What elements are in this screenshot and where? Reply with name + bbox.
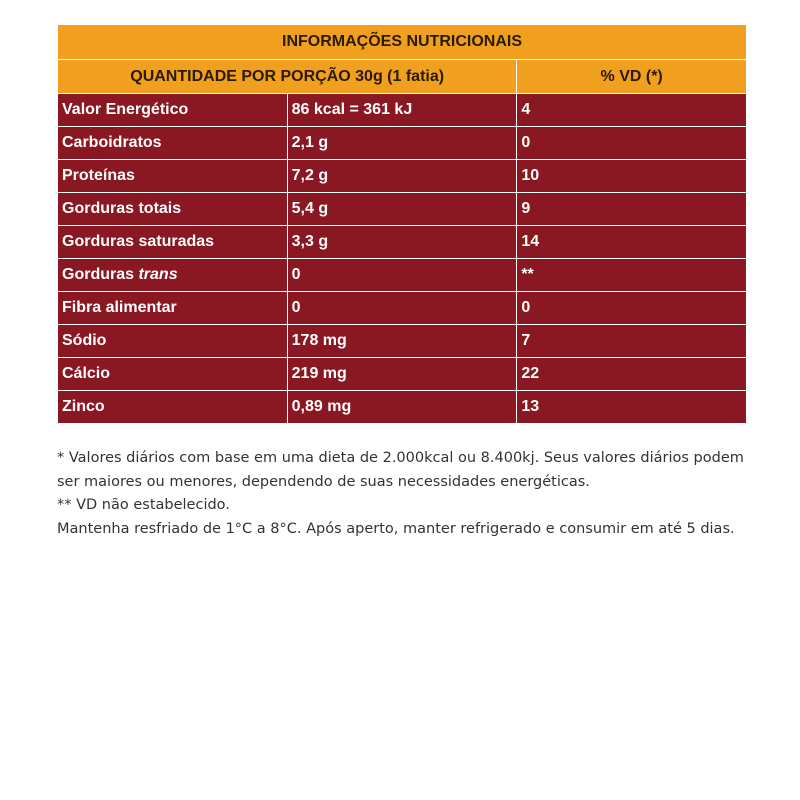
nutrient-name: Sódio — [58, 325, 288, 358]
nutrient-amount: 0 — [287, 259, 517, 292]
table-row — [58, 325, 747, 358]
nutrient-name-italic: trans — [138, 266, 178, 283]
nutrient-name: Cálcio — [58, 358, 288, 391]
nutrient-daily-value: 4 — [517, 94, 747, 127]
table-row — [58, 259, 747, 292]
table-title: INFORMAÇÕES NUTRICIONAIS — [58, 25, 747, 60]
nutrient-daily-value: 9 — [517, 193, 747, 226]
nutrient-daily-value: 13 — [517, 391, 747, 424]
table-row — [58, 127, 747, 160]
footnotes — [57, 447, 757, 541]
table-row — [58, 160, 747, 193]
table-row — [58, 391, 747, 424]
storage-instructions: Mantenha resfriado de 1°C a 8°C. Após aperto, manter refrigerado e consumir em até 5 dias. — [57, 520, 735, 537]
nutrient-name: Proteínas — [58, 160, 288, 193]
table-row — [58, 193, 747, 226]
nutrient-name: Gorduras totais — [58, 193, 288, 226]
nutrient-amount: 7,2 g — [287, 160, 517, 193]
nutrition-table — [57, 24, 747, 424]
nutrient-name-prefix: Gorduras — [62, 266, 139, 283]
nutrient-name — [58, 259, 288, 292]
nutrient-daily-value: 7 — [517, 325, 747, 358]
nutrient-name: Carboidratos — [58, 127, 288, 160]
nutrient-name: Fibra alimentar — [58, 292, 288, 325]
nutrient-amount: 0,89 mg — [287, 391, 517, 424]
vd-not-established-footnote: ** VD não estabelecido. — [57, 497, 230, 513]
nutrient-daily-value: 22 — [517, 358, 747, 391]
nutrient-daily-value: 0 — [517, 292, 747, 325]
nutrient-amount: 2,1 g — [287, 127, 517, 160]
daily-values-footnote: * Valores diários com base em uma dieta de 2.000kcal ou 8.400kj. Seus valores diários podem ser maiores ou menores, dependendo de suas necessidades energéticas. — [57, 450, 744, 490]
table-header-row — [58, 60, 747, 94]
nutrient-daily-value: ** — [517, 259, 747, 292]
table-row — [58, 358, 747, 391]
nutrient-daily-value: 0 — [517, 127, 747, 160]
nutrient-daily-value: 14 — [517, 226, 747, 259]
table-row — [58, 292, 747, 325]
daily-value-header: % VD (*) — [517, 60, 747, 94]
nutrient-daily-value: 10 — [517, 160, 747, 193]
table-row — [58, 94, 747, 127]
nutrient-amount: 5,4 g — [287, 193, 517, 226]
nutrient-amount: 0 — [287, 292, 517, 325]
nutrient-name: Gorduras saturadas — [58, 226, 288, 259]
nutrient-amount: 3,3 g — [287, 226, 517, 259]
nutrition-facts-panel — [57, 24, 747, 424]
nutrient-amount: 178 mg — [287, 325, 517, 358]
nutrient-name: Zinco — [58, 391, 288, 424]
serving-size-header: QUANTIDADE POR PORÇÃO 30g (1 fatia) — [58, 60, 517, 94]
nutrient-amount: 219 mg — [287, 358, 517, 391]
table-title-row — [58, 25, 747, 60]
nutrient-name: Valor Energético — [58, 94, 288, 127]
table-row — [58, 226, 747, 259]
nutrient-amount: 86 kcal = 361 kJ — [287, 94, 517, 127]
